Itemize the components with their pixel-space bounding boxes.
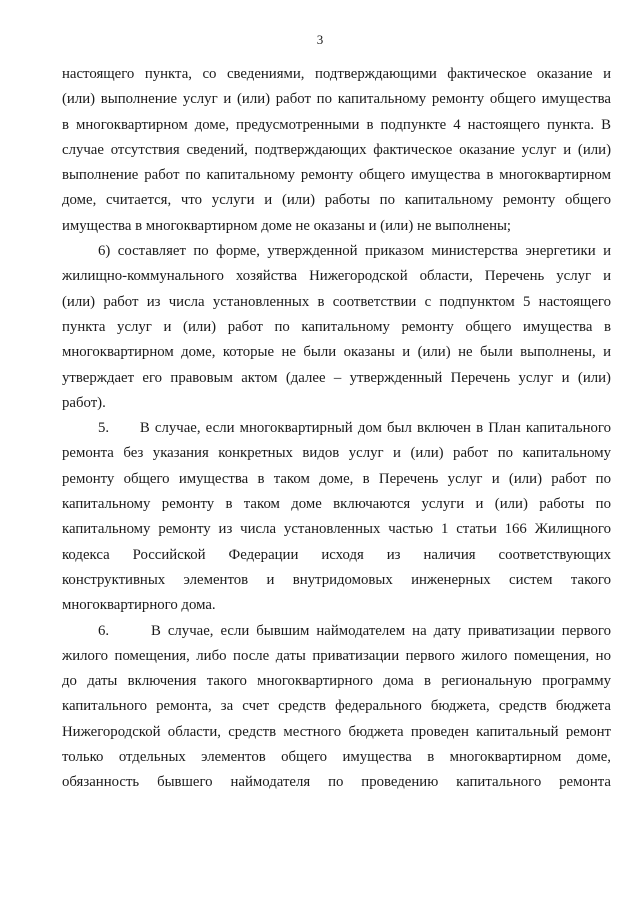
text-line: работ).: [62, 394, 106, 411]
text-line: до даты включения такого многоквартирного дома в региональную программу: [62, 673, 611, 690]
text-line: 6) составляет по форме, утвержденной приказом министерства энергетики и: [98, 243, 611, 260]
text-line: (или) работ из числа установленных в соответствии с подпунктом 5 настоящего: [62, 293, 611, 310]
text-line: утверждает его правовым актом (далее – утвержденный Перечень услуг и (или): [62, 369, 611, 386]
text-line: ремонту общего имущества в таком доме, в Перечень услуг и (или) работ по: [62, 470, 611, 487]
text-line: кодекса Российской Федерации исходя из наличия соответствующих: [62, 546, 611, 563]
text-line: многоквартирного дома.: [62, 597, 216, 614]
text-line: жилого помещения, либо после даты приватизации первого жилого помещения, но: [62, 647, 611, 664]
text-line: доме, считается, что услуги и (или) работы по капитальному ремонту общего: [62, 192, 611, 209]
paragraph-subpoint-6: [62, 239, 611, 416]
paragraph-point-6: [62, 619, 611, 796]
text-line: 6. В случае, если бывшим наймодателем на дату приватизации первого: [98, 622, 611, 639]
text-line: капитальному ремонту в таком доме включаются услуги и (или) работы по: [62, 496, 611, 513]
text-line: (или) выполнение услуг и (или) работ по капитальному ремонту общего имущества: [62, 91, 611, 108]
text-line: конструктивных элементов и внутридомовых инженерных систем такого: [62, 571, 611, 588]
text-line: капитального ремонта, за счет средств федерального бюджета, средств бюджета: [62, 698, 611, 715]
text-line: только отдельных элементов общего имущества в многоквартирном доме,: [62, 749, 611, 766]
paragraph-point-5: [62, 416, 611, 618]
text-line: настоящего пункта, со сведениями, подтверждающими фактическое оказание и: [62, 66, 611, 82]
page-number: 3: [316, 32, 324, 47]
paragraph-continuation: [62, 62, 611, 239]
text-line: в многоквартирном доме, предусмотренными в подпункте 4 настоящего пункта. В: [62, 116, 611, 133]
text-line: капитальному ремонту из числа установленных частью 1 статьи 166 Жилищного: [62, 521, 611, 538]
text-line: Нижегородской области, средств местного бюджета проведен капитальный ремонт: [62, 723, 611, 740]
text-line: выполнение работ по капитальному ремонту общего имущества в многоквартирном: [62, 167, 611, 184]
text-line: случае отсутствия сведений, подтверждающих фактическое оказание услуг и (или): [62, 141, 611, 158]
text-line: жилищно-коммунального хозяйства Нижегородской области, Перечень услуг и: [62, 268, 611, 285]
text-line: имущества в многоквартирном доме не оказаны и (или) не выполнены;: [62, 217, 512, 234]
text-line: 5. В случае, если многоквартирный дом был включен в План капитального: [98, 420, 611, 437]
document-body: [62, 62, 611, 796]
text-line: ремонта без указания конкретных видов услуг и (или) работ по капитальному: [62, 445, 611, 462]
text-line: обязанность бывшего наймодателя по проведению капитального ремонта: [62, 774, 611, 791]
text-line: многоквартирном доме, которые не были оказаны и (или) не были выполнены, и: [62, 344, 611, 361]
text-line: пункта услуг и (или) работ по капитальному ремонту общего имущества в: [62, 318, 611, 335]
